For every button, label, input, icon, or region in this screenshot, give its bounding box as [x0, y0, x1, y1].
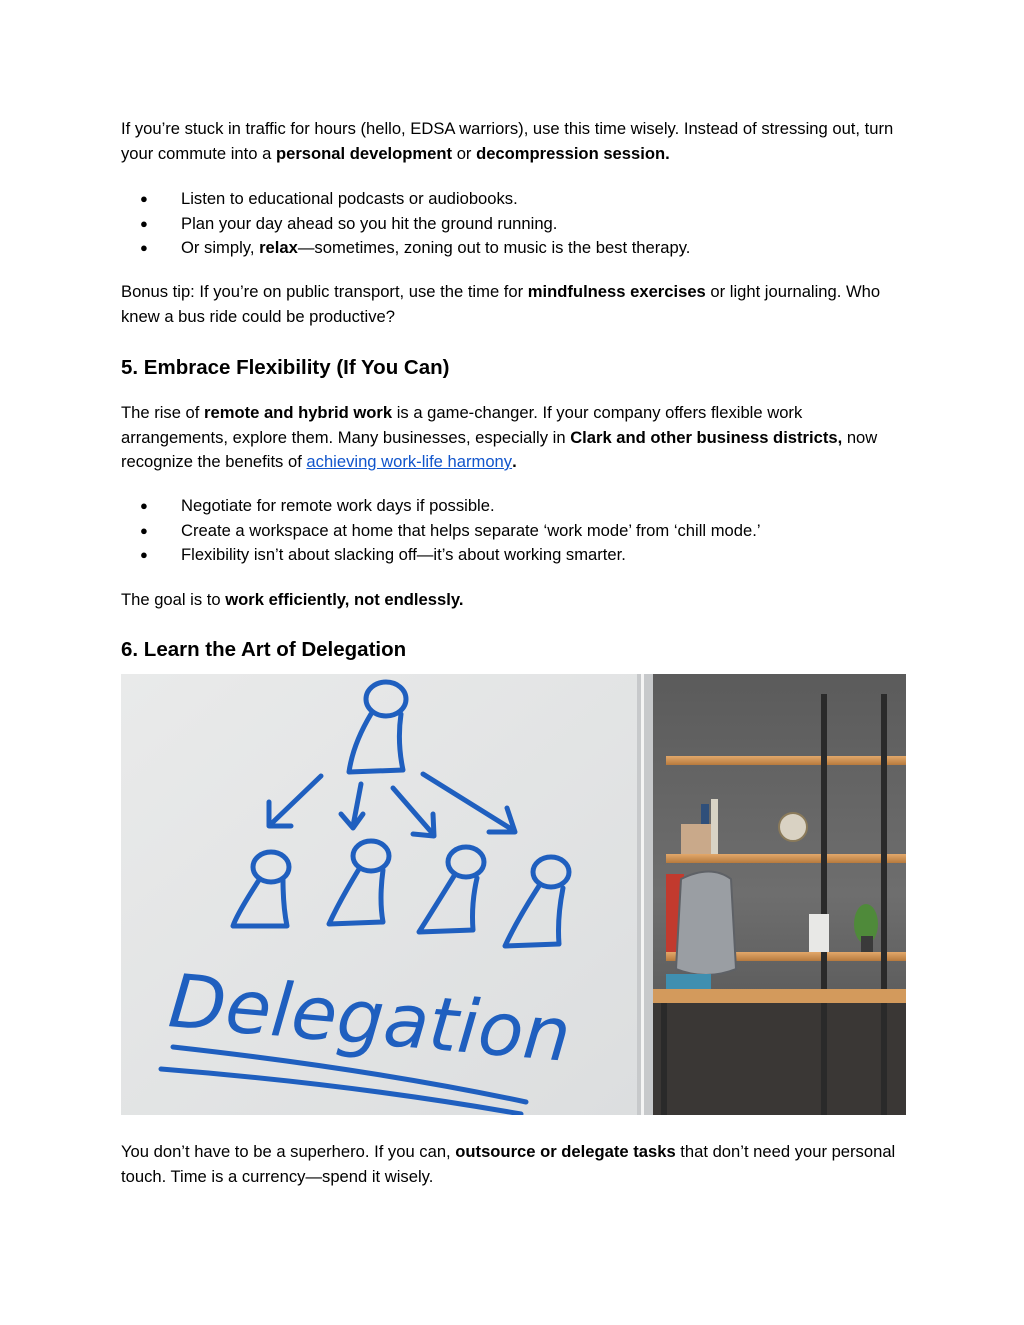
- book-stack: [681, 824, 711, 854]
- bullet-icon: ●: [140, 240, 148, 255]
- list-item-text: Plan your day ahead so you hit the ground running.: [181, 213, 558, 233]
- bullet-icon: ●: [140, 498, 148, 513]
- book: [711, 799, 718, 854]
- desk-binder: [666, 974, 711, 989]
- section-5-heading: 5. Embrace Flexibility (If You Can): [121, 356, 450, 379]
- book: [809, 914, 829, 952]
- text-run: If you’re stuck in traffic for hours (hello, EDSA warriors), use this time wisely. Instead of stressing out, turn your commute into a: [121, 119, 894, 163]
- bold-run: personal development: [275, 143, 453, 163]
- text-run: The goal is to: [121, 590, 226, 609]
- list-item-text: Listen to educational podcasts or audiobooks.: [181, 189, 518, 208]
- delegation-illustration: [121, 674, 906, 1115]
- whiteboard-frame: [637, 674, 653, 1115]
- work-life-harmony-link[interactable]: achieving work-life harmony: [306, 452, 513, 471]
- commute-list: [121, 187, 690, 261]
- bullet-icon: ●: [140, 547, 148, 562]
- desk-top: [651, 989, 906, 1003]
- delegation-paragraph: [121, 1140, 911, 1189]
- text-run: that don’t need your personal touch. Time is a currency—spend it wisely.: [121, 1142, 896, 1186]
- commute-paragraph: [121, 117, 911, 166]
- bullet-icon: ●: [140, 522, 148, 538]
- bullet-icon: ●: [140, 215, 148, 231]
- list-item: [121, 494, 761, 519]
- goal-paragraph: [121, 588, 463, 613]
- plant-pot: [861, 936, 873, 952]
- office-floor: [651, 994, 906, 1115]
- list-item-text: Or simply,: [181, 238, 260, 257]
- bonus-tip-paragraph: [121, 280, 911, 329]
- whiteboard-frame-highlight: [641, 674, 644, 1115]
- list-item: [121, 212, 690, 237]
- list-item-text: Negotiate for remote work days if possible.: [181, 496, 495, 515]
- bold-run: decompression session.: [476, 143, 670, 163]
- globe: [779, 813, 807, 841]
- bold-run: outsource or delegate tasks: [455, 1142, 676, 1161]
- section-6-heading: 6. Learn the Art of Delegation: [121, 638, 407, 661]
- list-item: [121, 519, 761, 544]
- bold-run: work efficiently, not endlessly.: [225, 590, 464, 609]
- list-item-text: —sometimes, zoning out to music is the best therapy.: [297, 238, 691, 257]
- list-item: [121, 187, 690, 212]
- list-item-text: Flexibility isn’t about slacking off—it’s about working smarter.: [181, 545, 626, 564]
- bullet-icon: ●: [140, 191, 148, 206]
- text-run: or: [452, 143, 477, 163]
- text-run: Bonus tip: If you’re on public transport, use the time for: [121, 282, 528, 301]
- bold-run: mindfulness exercises: [527, 282, 706, 301]
- shelf-frame: [881, 694, 887, 1115]
- list-item: [121, 236, 690, 261]
- list-item: [121, 543, 761, 568]
- flexibility-paragraph: [121, 401, 911, 475]
- text-run: The rise of: [121, 403, 205, 422]
- flexibility-list: [121, 494, 761, 568]
- text-run: is a game-changer. If your company offers flexible work arrangements, explore them. Many businesses, especially in: [121, 403, 803, 447]
- bold-run: relax: [259, 238, 298, 257]
- shelf: [666, 756, 906, 765]
- bold-run: Clark and other business districts,: [570, 427, 843, 447]
- text-run: You don’t have to be a superhero. If you can,: [121, 1142, 456, 1161]
- text-run: or light journaling. Who knew a bus ride could be productive?: [121, 282, 881, 326]
- desk-leg: [661, 1003, 667, 1115]
- shelf-frame: [821, 694, 827, 1115]
- bold-run: .: [512, 452, 517, 471]
- office-chair: [676, 872, 736, 976]
- text-run: now recognize the benefits of: [121, 427, 878, 471]
- shelf: [666, 854, 906, 863]
- photo-word: Delegation: [165, 958, 575, 1080]
- bold-run: remote and hybrid work: [204, 403, 393, 422]
- delegation-photo: [121, 674, 906, 1115]
- list-item-text: Create a workspace at home that helps separate ‘work mode’ from ‘chill mode.’: [181, 520, 761, 540]
